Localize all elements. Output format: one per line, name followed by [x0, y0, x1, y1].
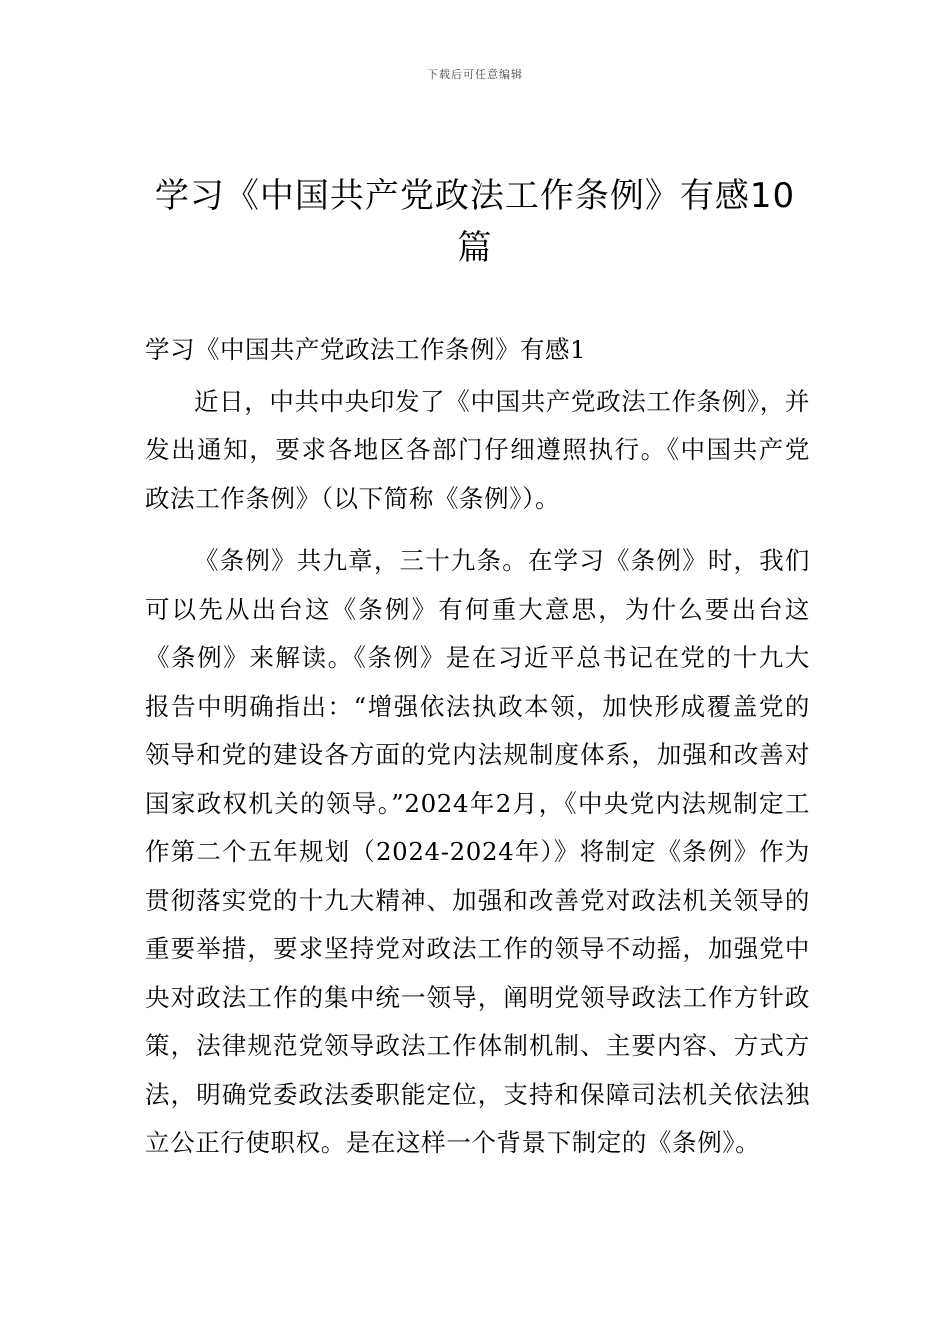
section-heading: 学习《中国共产党政法工作条例》有感1	[145, 335, 587, 364]
paragraph: 《条例》共九章，三十九条。在学习《条例》时，我们可以先从出台这《条例》有何重大意思，为什么要出台这《条例》来解读。《条例》是在习近平总书记在党的十九大报告中明确指出：“增强依法执政本领，加快形成覆盖党的领导和党的建设各方面的党内法规制度体系，加强和改善对国家政权机关的领导。”2024年2月，《中央党内法规制定工作第二个五年规划（2024-2024年）》将制定《条例》作为贯彻落实党的十九大精神、加强和改善党对政法机关领导的重要举措，要求坚持党对政法工作的领导不动摇，加强党中央对政法工作的集中统一领导，阐明党领导政法工作方针政策，法律规范党领导政法工作体制机制、主要内容、方式方法，明确党委政法委职能定位，支持和保障司法机关依法独立公正行使职权。是在这样一个背景下制定的《条例》。	[145, 546, 810, 1157]
paragraph: 近日，中共中央印发了《中国共产党政法工作条例》，并发出通知，要求各地区各部门仔细遵照执行。《中国共产党政法工作条例》（以下简称《条例》）。	[145, 386, 810, 513]
document-title: 学习《中国共产党政法工作条例》有感10篇	[154, 176, 796, 268]
document-body	[145, 326, 810, 1182]
header-note: 下载后可任意编辑	[427, 68, 523, 81]
